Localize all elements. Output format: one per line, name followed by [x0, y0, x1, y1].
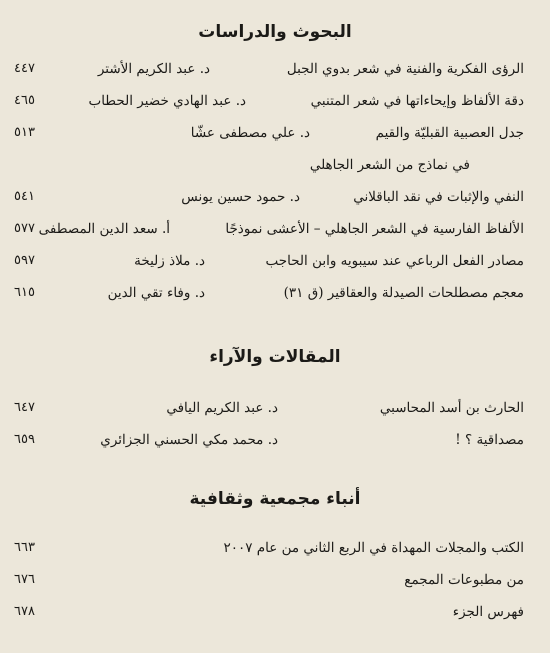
entry-page-number: ٥٤١: [14, 189, 35, 204]
entry-title: في نماذج من الشعر الجاهلي: [309, 157, 470, 173]
entry-page-number: ٦٦٣: [14, 540, 35, 555]
entry-page-number: ٦٧٦: [14, 572, 35, 587]
entry-page-number: ٤٦٥: [14, 93, 35, 108]
entry-title: الكتب والمجلات المهداة في الربع الثاني من عام ٢٠٠٧: [223, 540, 524, 556]
toc-entry: [0, 61, 550, 85]
toc-entry: [0, 125, 550, 149]
entry-author: د. علي مصطفى عشّا: [190, 125, 310, 141]
entry-page-number: ٦٥٩: [14, 432, 35, 447]
toc-entry: [0, 540, 550, 564]
entry-title: من مطبوعات المجمع: [404, 572, 524, 588]
entry-author: د. ملاذ زليخة: [134, 253, 205, 269]
toc-entry-continuation: [0, 157, 550, 181]
entry-author: أ. سعد الدين المصطفى: [38, 221, 170, 237]
entry-title: دقة الألفاظ وإيحاءاتها في شعر المتنبي: [310, 93, 524, 109]
entry-author: د. وفاء تقي الدين: [107, 285, 205, 301]
toc-entry: [0, 189, 550, 213]
section-title-research: البحوث والدراسات: [198, 22, 352, 42]
entry-title: مصداقية ؟ !: [455, 432, 524, 448]
entry-title: جدل العصبية القبليّة والقيم: [375, 125, 524, 141]
entry-title: فهرس الجزء: [452, 604, 524, 620]
entry-page-number: ٦١٥: [14, 285, 35, 300]
entry-page-number: ٥٧٧: [14, 221, 35, 236]
entry-title: النفي والإثبات في نقد الباقلاني: [353, 189, 524, 205]
entry-page-number: ٦٧٨: [14, 604, 35, 619]
entry-author: د. محمد مكي الحسني الجزائري: [100, 432, 278, 448]
entry-page-number: ٥١٣: [14, 125, 35, 140]
section-title-news: أنباء مجمعية وثقافية: [189, 489, 361, 509]
toc-entry: [0, 400, 550, 424]
toc-entry: [0, 432, 550, 456]
entry-page-number: ٥٩٧: [14, 253, 35, 268]
toc-entry: [0, 572, 550, 596]
entry-title: الألفاظ الفارسية في الشعر الجاهلي – الأعشى نموذجًا: [225, 221, 524, 237]
toc-entry: [0, 253, 550, 277]
entry-title: معجم مصطلحات الصيدلة والعقاقير (ق ٣١): [283, 285, 524, 301]
toc-entry: [0, 221, 550, 245]
entry-author: د. حمود حسين يونس: [181, 189, 300, 205]
entry-title: مصادر الفعل الرباعي عند سيبويه وابن الحاجب: [265, 253, 524, 269]
entry-title: الحارث بن أسد المحاسبي: [379, 400, 524, 416]
toc-entry: [0, 604, 550, 628]
toc-entry: [0, 93, 550, 117]
entry-author: د. عبد الكريم اليافي: [166, 400, 278, 416]
entry-page-number: ٤٤٧: [14, 61, 35, 76]
entry-page-number: ٦٤٧: [14, 400, 35, 415]
entry-author: د. عبد الهادي خضير الحطاب: [88, 93, 246, 109]
entry-title: الرؤى الفكرية والفنية في شعر بدوي الجبل: [286, 61, 524, 77]
toc-entry: [0, 285, 550, 309]
section-title-articles: المقالات والآراء: [209, 347, 341, 367]
entry-author: د. عبد الكريم الأشتر: [97, 61, 210, 77]
